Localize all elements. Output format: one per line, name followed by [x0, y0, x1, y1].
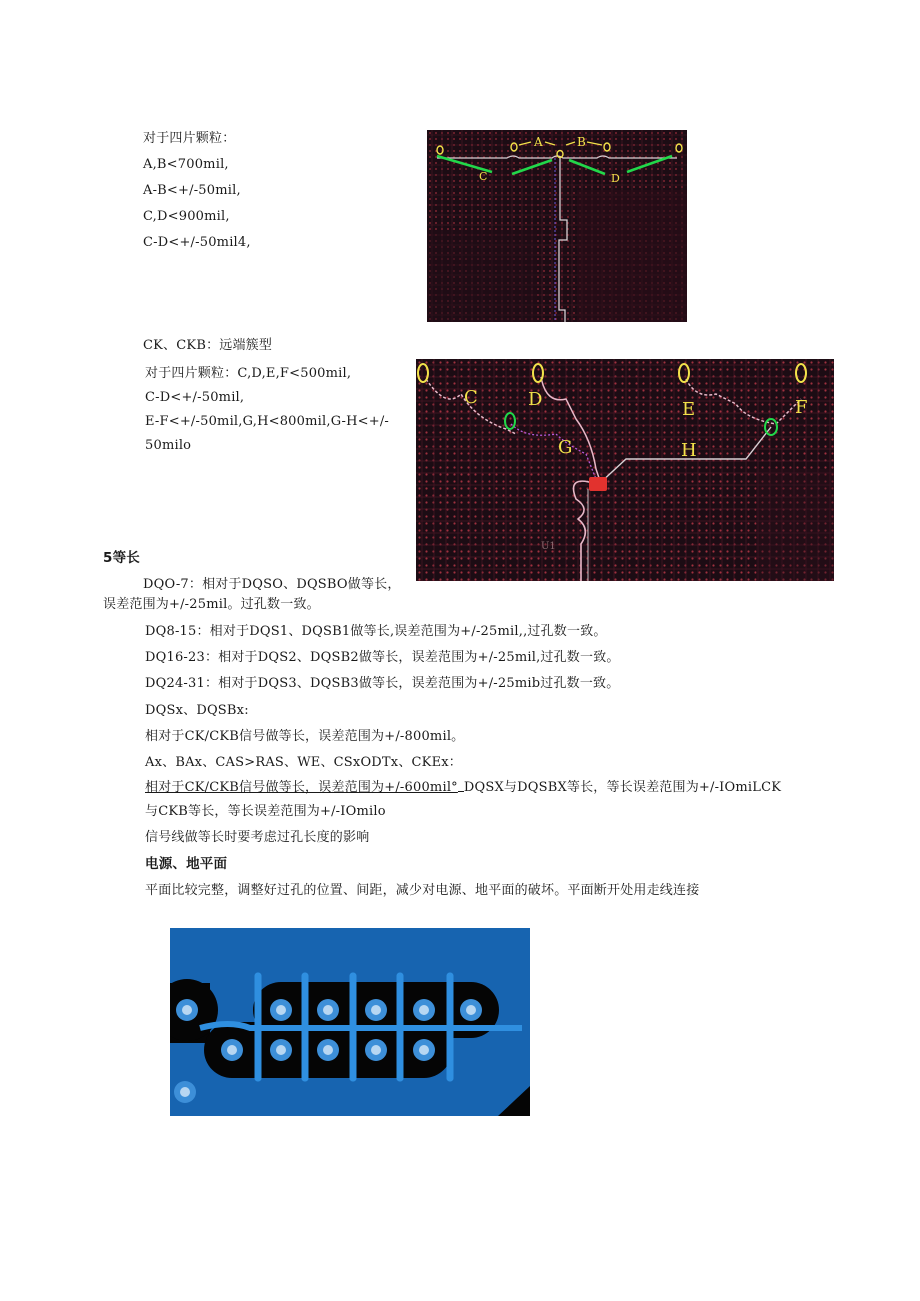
power-plane-figure — [170, 928, 530, 1116]
cd-limit: C,D<900mil, — [143, 209, 230, 224]
ck-600-mixed-line — [145, 779, 781, 796]
dq16-23-line: DQ16-23：相对于DQS2、DQSB2做等长，误差范围为+/-25mil,过孔数一致。 — [145, 650, 620, 665]
label-b: B — [577, 135, 586, 149]
dqsx-line: DQSx、DQSBx: — [145, 703, 249, 718]
label-c2: C — [464, 387, 478, 408]
label-f2: F — [795, 397, 808, 418]
dqsx-dqsbx-rest: DQSX与DQSBX等长，等长误差范围为+/-IOmiLCK — [463, 780, 782, 795]
dq8-15-line: DQ8-15：相对于DQS1、DQSB1做等长,误差范围为+/-25mil,,过孔数一致。 — [145, 624, 607, 639]
dq0-7-line2: 误差范围为+/-25mil。过孔数一致。 — [103, 597, 320, 612]
label-h2: H — [681, 440, 697, 461]
address-signals-line: Ax、BAx、CAS>RAS、WE、CSxODTx、CKEx： — [145, 755, 463, 770]
power-ground-heading: 电源、地平面 — [145, 856, 228, 872]
label-u1: U1 — [541, 541, 556, 552]
section-5-heading: 5等长 — [103, 550, 140, 566]
four-chip-cdef: 对于四片颗粒：C,D,E,F<500mil, — [145, 366, 352, 381]
label-d2: D — [528, 389, 543, 410]
four-chip-heading: 对于四片颗粒： — [143, 131, 236, 146]
power-ground-text: 平面比较完整，调整好过孔的位置、间距，减少对电源、地平面的破坏。平面断开处用走线连接 — [145, 883, 700, 898]
via-length-line: 信号线做等长时要考虑过孔长度的影响 — [145, 830, 370, 845]
ck-800-line: 相对于CK/CKB信号做等长，误差范围为+/-800mil。 — [145, 729, 465, 744]
gh-diff-tail: 50milo — [145, 438, 192, 453]
power-plane-svg — [170, 928, 530, 1116]
pcb-figure-abcd — [427, 130, 687, 322]
label-a: A — [534, 135, 543, 149]
cd-diff: C-D<+/-50mil4, — [143, 235, 251, 250]
ef-gh-limits: E-F<+/-50mil,G,H<800mil,G-H<+/- — [145, 414, 390, 429]
dq0-7-line1: DQO-7：相对于DQSO、DQSBO做等长， — [143, 577, 401, 592]
label-e2: E — [682, 399, 696, 420]
ck-ckb-topology: CK、CKB：远端簇型 — [143, 338, 273, 353]
label-g2: G — [558, 437, 573, 458]
ck-600-underlined: 相对于CK/CKB信号做等长，误差范围为+/-600mil° — [145, 780, 458, 795]
ab-limit: A,B<700mil, — [143, 157, 229, 172]
pcb-figure-cdefgh-svg — [416, 359, 834, 581]
ck-ckb-line: 与CKB等长，等长误差范围为+/-IOmilo — [145, 804, 386, 819]
ab-diff: A-B<+/-50mil, — [143, 183, 241, 198]
dq24-31-line: DQ24-31：相对于DQS3、DQSB3做等长，误差范围为+/-25mib过孔数一致。 — [145, 676, 620, 691]
cd-diff-2: C-D<+/-50mil, — [145, 390, 245, 405]
pcb-figure-cdefgh — [416, 359, 834, 581]
label-c: C — [479, 170, 488, 183]
pcb-figure-abcd-svg — [427, 130, 687, 322]
label-d: D — [611, 172, 620, 185]
